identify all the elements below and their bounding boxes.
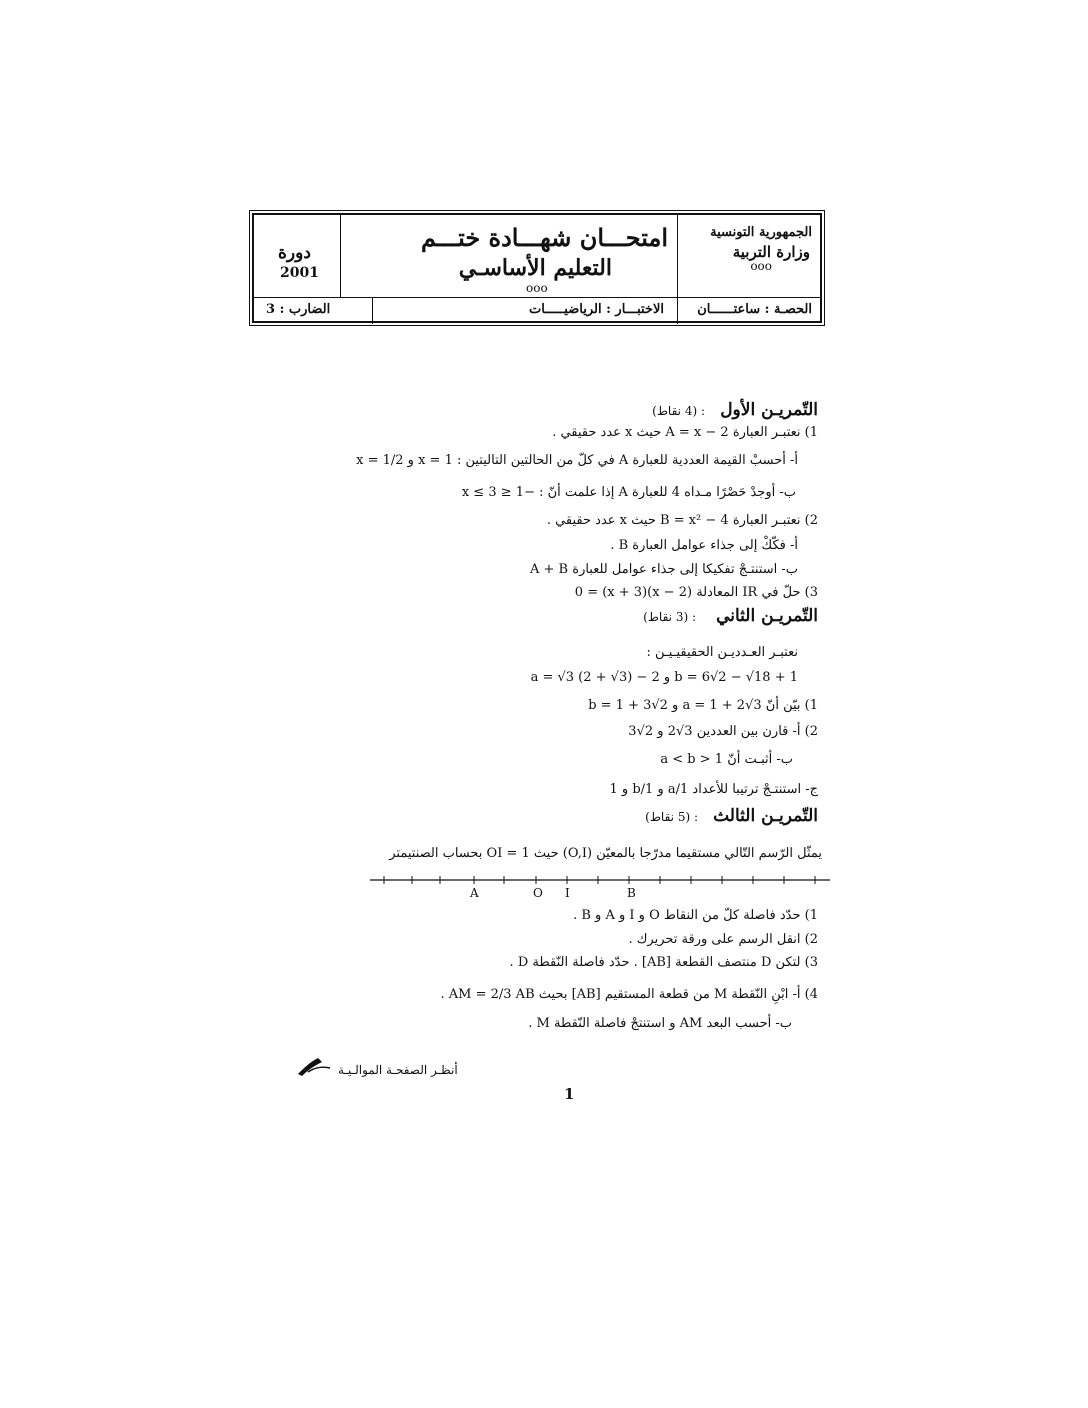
ex2-points: : (3 نقاط) <box>643 610 696 624</box>
exam-title-line2: التعليم الأساسـي <box>458 255 612 281</box>
pen-icon <box>296 1054 332 1078</box>
header-divider-right <box>677 215 678 297</box>
point-label-i: I <box>565 886 570 900</box>
ex2-title: التّمريـن الثاني <box>716 606 818 626</box>
coefficient-label: الضارب : 3 <box>266 302 331 317</box>
page-number: 1 <box>564 1085 575 1103</box>
ex2-q2b: ب- أثبـت أنّ 1 < a < b <box>660 752 793 767</box>
ex3-q2: 2) انقل الرسم على ورقة تحريرك . <box>628 932 818 947</box>
ex3-points: : (5 نقاط) <box>645 810 698 824</box>
session-year: 2001 <box>280 265 319 281</box>
point-label-a: A <box>470 886 479 900</box>
republic-label: الجمهورية التونسية <box>710 225 812 240</box>
ex1-points: : (4 نقاط) <box>652 404 705 418</box>
point-label-b: B <box>627 886 636 900</box>
ex3-intro: يمثّل الرّسم التّالي مستقيما مدرّجا بالمعيّن (O,I) حيث OI = 1 بحساب الصنتيمتر <box>389 846 822 861</box>
ex3-q3: 3) لتكن D منتصف القطعة [AB] . حدّد فاصلة النّقطة D . <box>509 955 818 970</box>
ex3-q4a: 4) أ- ابْنِ النّقطة M من قطعة المستقيم [AB] بحيث AM = 2/3 AB . <box>440 987 818 1002</box>
ex1-title: التّمريـن الأول <box>720 400 818 420</box>
ex3-q4b: ب- أحسب البعد AM و استنتجْ فاصلة النّقطة M . <box>528 1016 792 1031</box>
ex1-q2: 2) نعتبـر العبارة B = x² − 4 حيث x عدد حقيقي . <box>546 513 818 528</box>
header-info-row <box>254 297 820 324</box>
ex1-q1a: أ- أحسبْ القيمة العددية للعبارة A في كلّ من الحالتين التاليتين : x = 1 و x = 1/2 <box>356 453 798 468</box>
ministry-label: وزارة التربية <box>732 243 810 261</box>
ex2-def: a = √3 (2 + √3) − 2 و b = 6√2 − √18 + 1 <box>530 670 798 685</box>
ministry-mark: ooo <box>750 259 772 273</box>
exam-header <box>252 213 822 323</box>
ex1-q1: 1) نعتبـر العبارة A = x − 2 حيث x عدد حقيقي . <box>552 425 818 440</box>
title-mark: ooo <box>526 281 548 295</box>
session-label: دورة <box>278 243 311 263</box>
ex1-q2a: أ- فكّكْ إلى جذاء عوامل العبارة B . <box>610 538 798 553</box>
header-divider-left <box>340 215 341 297</box>
ex1-q2b: ب- استنتـجْ تفكيكا إلى جذاء عوامل للعبارة A + B <box>530 562 798 577</box>
subject-label: الاختبـــار : الرياضيـــــات <box>529 302 664 317</box>
ex3-q1: 1) حدّد فاصلة كلّ من النقاط O و I و A و B . <box>573 908 818 923</box>
ex2-intro: نعتبـر العـدديـن الحقيقيـيـن : <box>646 645 798 660</box>
ex2-q1: 1) بيّن أنّ a = 1 + 2√3 و b = 1 + 3√2 <box>588 698 818 713</box>
ex2-q2c: ج- استنتـجْ ترتيبا للأعداد 1/a و 1/b و 1 <box>609 782 818 797</box>
ex3-title: التّمريـن الثالث <box>713 806 818 826</box>
point-label-o: O <box>533 886 543 900</box>
exam-title-line1: امتحـــان شهـــادة ختـــم <box>421 223 668 252</box>
number-line <box>370 873 830 887</box>
ex1-q3: 3) حلّ في IR المعادلة (x − 2)(x + 3) = 0 <box>574 585 818 600</box>
duration-label: الحصـة : ساعتــــــان <box>697 302 812 317</box>
next-page-note: أنظـر الصفحـة الموالـيـة <box>338 1063 458 1077</box>
ex1-q1b: ب- أوجدْ حَصْرًا مـداه 4 للعبارة A إذا علمت أنّ : −1 ≤ x ≤ 3 <box>461 485 796 500</box>
ex2-q2a: 2) أ- قارن بين العددين 3√2 و 2√3 <box>628 724 818 739</box>
